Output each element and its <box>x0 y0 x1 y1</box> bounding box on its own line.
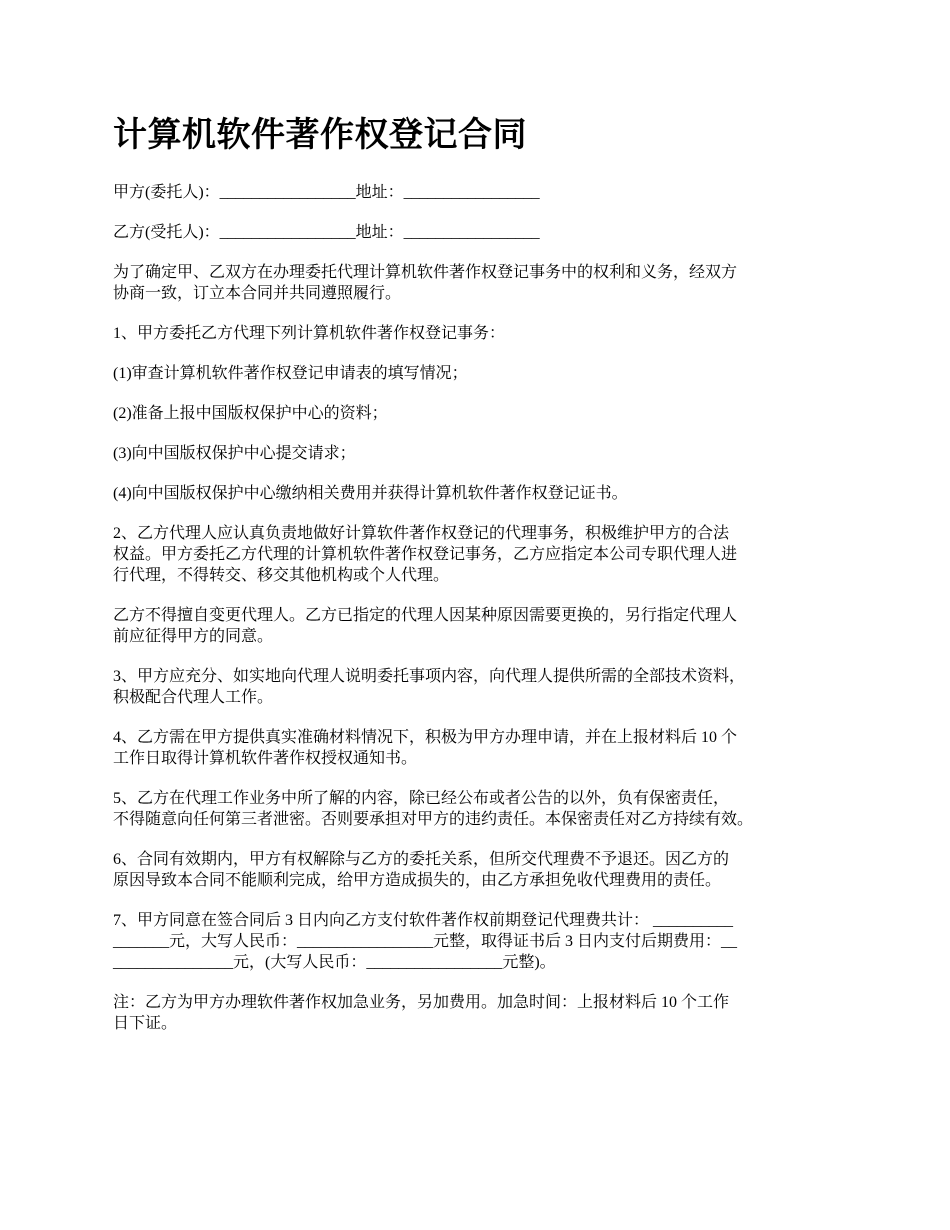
clause-2: 2、乙方代理人应认真负责地做好计算软件著作权登记的代理事务，积极维护甲方的合法 权益。甲方委托乙方代理的计算机软件著作权登记事务，乙方应指定本公司专职代理人进 行代理，不得转交、移交其他机构或个人代理。 <box>113 525 738 584</box>
document-body <box>113 182 848 1053</box>
party-a-line: 甲方(委托人)：_________________地址：_________________ <box>113 184 540 201</box>
clause-4: 4、乙方需在甲方提供真实准确材料情况下，积极为甲方办理申请，并在上报材料后 10 个 工作日取得计算机软件著作权授权通知书。 <box>113 729 738 767</box>
clause-1-item-1: (1)审查计算机软件著作权登记申请表的填写情况； <box>113 365 468 382</box>
clause-2-continued: 乙方不得擅自变更代理人。乙方已指定的代理人因某种原因需要更换的，另行指定代理人 前应征得甲方的同意。 <box>113 607 738 645</box>
preamble-paragraph: 为了确定甲、乙双方在办理委托代理计算机软件著作权登记事务中的权利和义务，经双方 协商一致，订立本合同并共同遵照履行。 <box>113 264 738 302</box>
clause-3: 3、甲方应充分、如实地向代理人说明委托事项内容，向代理人提供所需的全部技术资料， 积极配合代理人工作。 <box>113 668 746 706</box>
note-paragraph: 注：乙方为甲方办理软件著作权加急业务，另加费用。加急时间：上报材料后 10 个工作 日下证。 <box>113 994 730 1032</box>
clause-1-item-4: (4)向中国版权保护中心缴纳相关费用并获得计算机软件著作权登记证书。 <box>113 485 628 502</box>
document-title: 计算机软件著作权登记合同 <box>113 117 527 154</box>
party-b-line: 乙方(受托人)：_________________地址：_________________ <box>113 224 540 241</box>
clause-7: 7、甲方同意在签合同后 3 日内向乙方支付软件著作权前期登记代理费共计： __________ _______元，大写人民币：_________________元整，取得证书后 3 日内支付后期费用：__ _______________元，(大写人民币：_________________元整)。 <box>113 912 738 971</box>
clause-1-item-2: (2)准备上报中国版权保护中心的资料； <box>113 405 388 422</box>
clause-6: 6、合同有效期内，甲方有权解除与乙方的委托关系，但所交代理费不予退还。因乙方的 原因导致本合同不能顺利完成，给甲方造成损失的，由乙方承担免收代理费用的责任。 <box>113 851 730 889</box>
clause-1-item-3: (3)向中国版权保护中心提交请求； <box>113 445 356 462</box>
clause-1: 1、甲方委托乙方代理下列计算机软件著作权登记事务： <box>113 325 506 342</box>
clause-5: 5、乙方在代理工作业务中所了解的内容，除已经公布或者公告的以外，负有保密责任， 不得随意向任何第三者泄密。否则要承担对甲方的违约责任。本保密责任对乙方持续有效。 <box>113 790 754 828</box>
